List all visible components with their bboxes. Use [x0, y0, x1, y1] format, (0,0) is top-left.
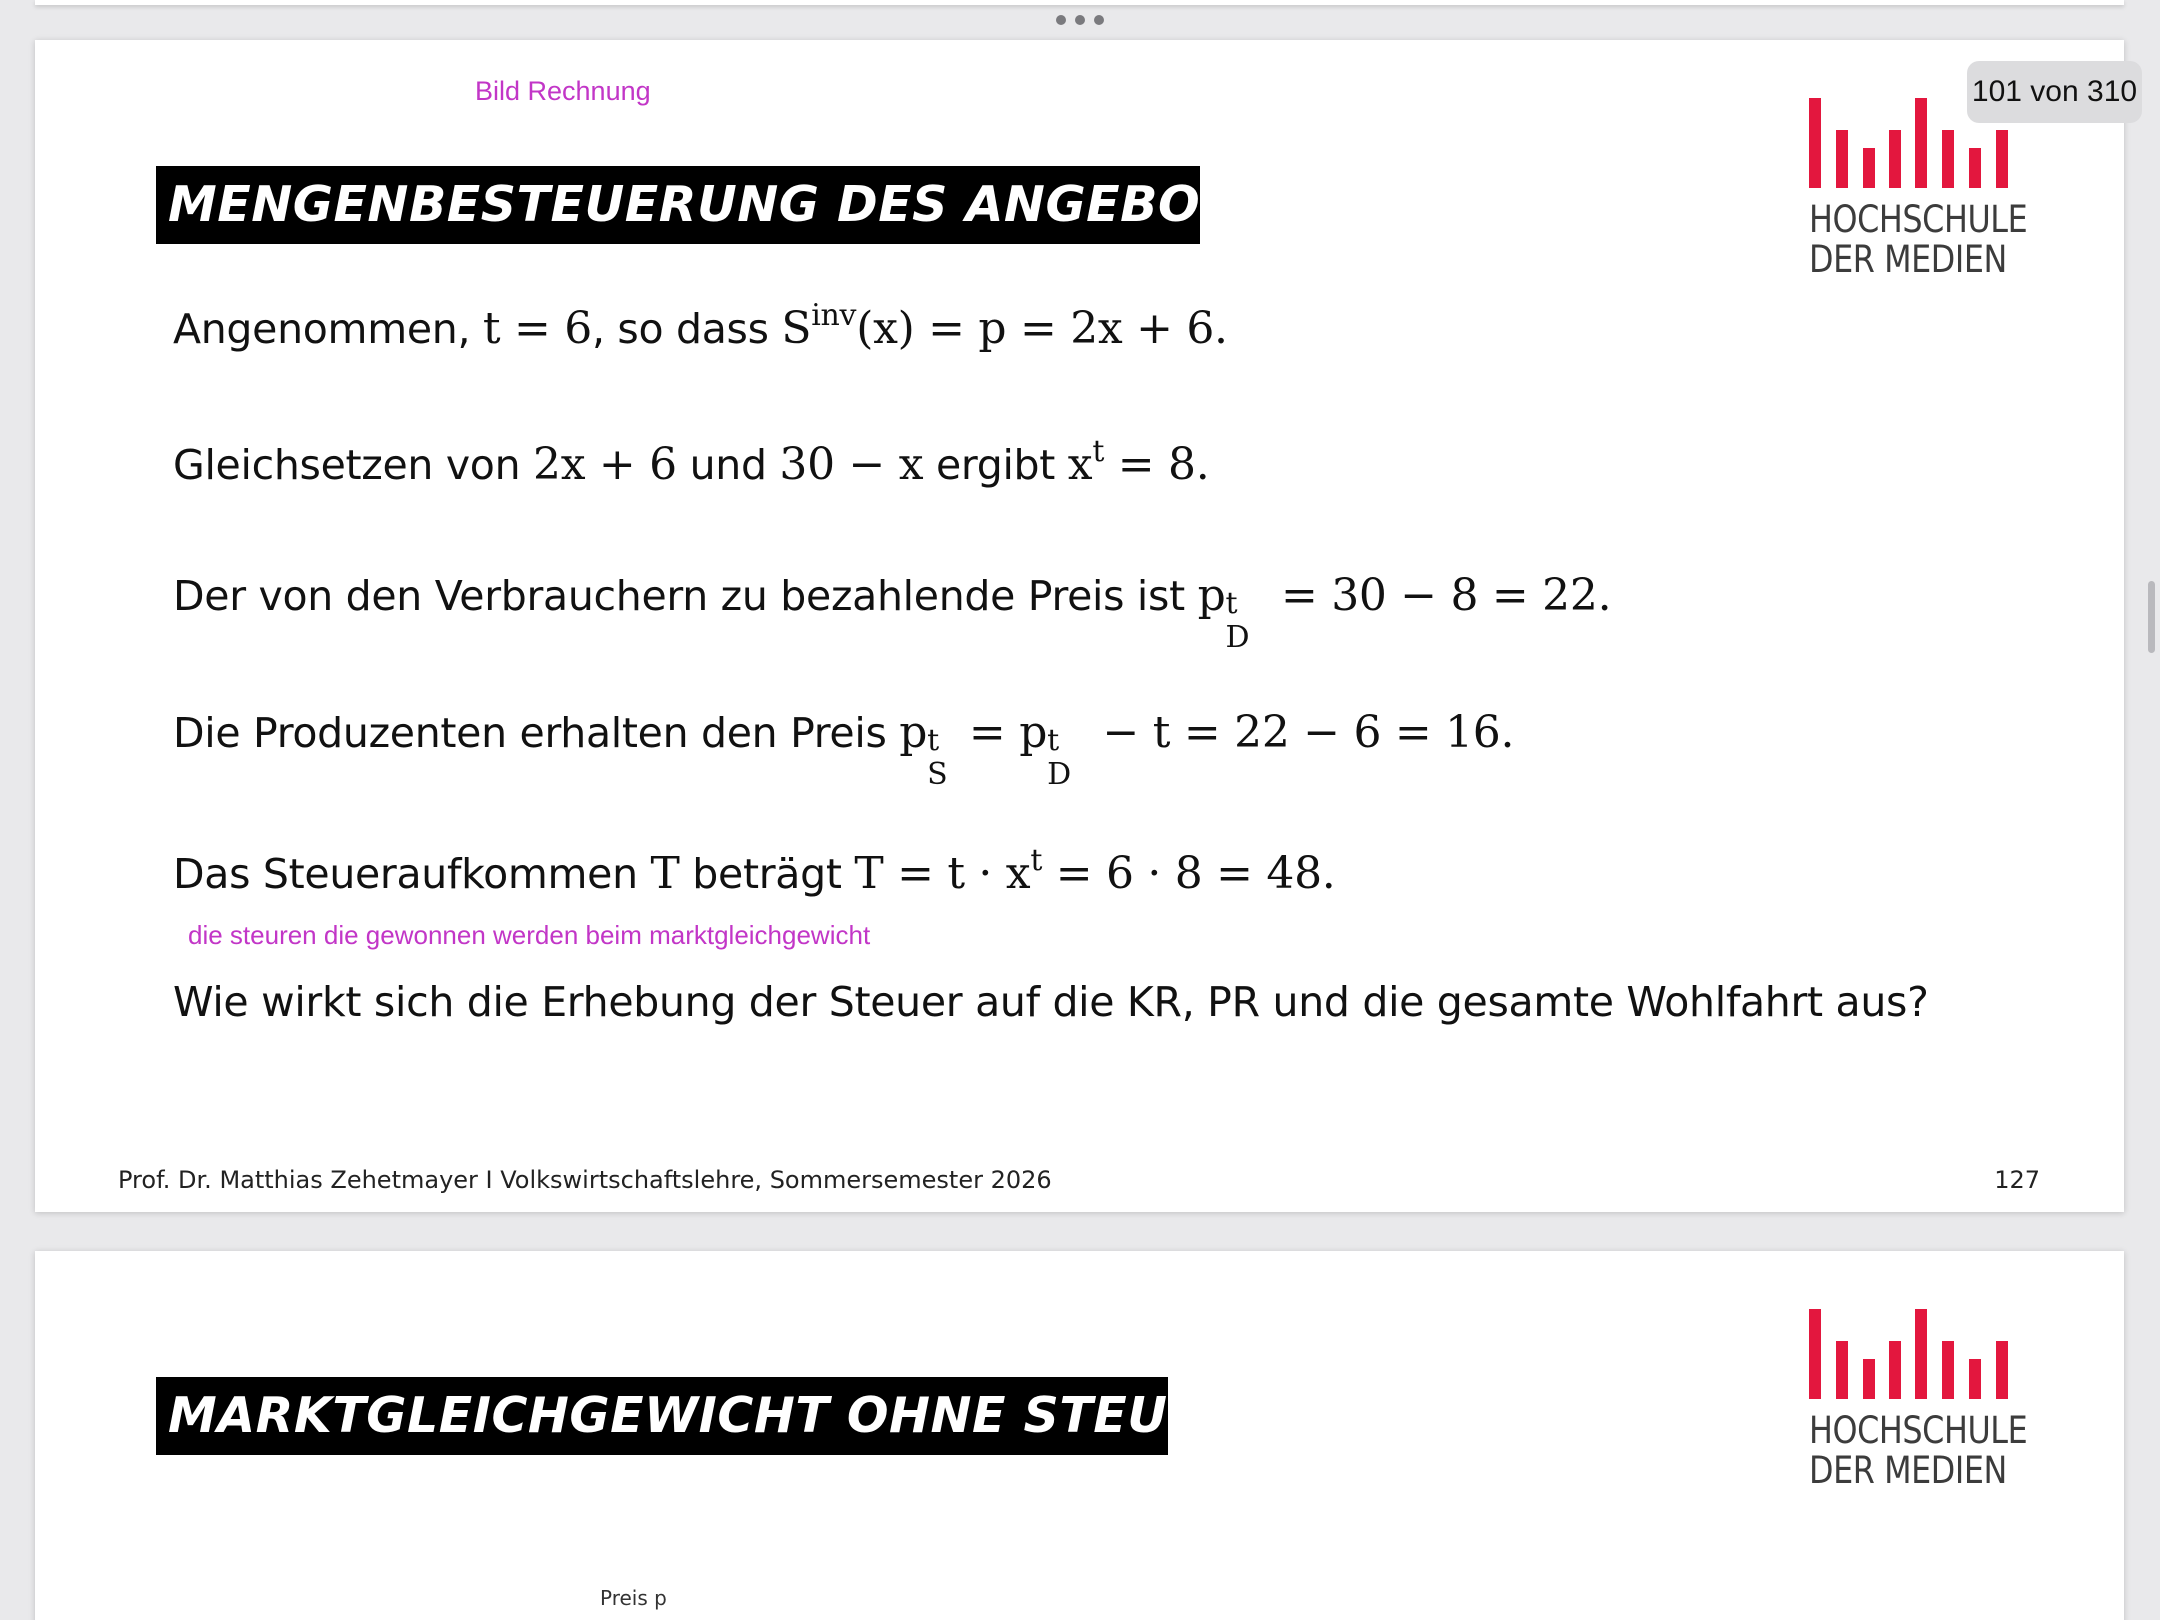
text: Die Produzenten erhalten den Preis: [173, 709, 900, 757]
text: beträgt: [679, 850, 855, 898]
math: $x^t = 8$.: [1067, 434, 1210, 490]
slide-title: MARKTGLEICHGEWICHT OHNE STEUER: [156, 1377, 1168, 1455]
chart-axis-label: Preis p: [600, 1586, 667, 1610]
text: Der von den Verbrauchern zu bezahlende Preis ist: [173, 572, 1198, 620]
logo-line-2: DER MEDIEN: [1809, 238, 2007, 281]
equation-line-3: [173, 570, 1612, 655]
equation-line-1: [173, 298, 1228, 354]
logo-line-1: HOCHSCHULE: [1809, 1409, 2028, 1452]
vertical-scrollbar[interactable]: [2148, 581, 2155, 653]
text: Gleichsetzen von: [173, 441, 533, 489]
handwritten-annotation-top: Bild Rechnung: [475, 76, 651, 106]
logo-text: [1809, 198, 2028, 281]
math: 30 − x: [779, 439, 924, 490]
math: p t D = 30 − 8 = 22.: [1197, 570, 1612, 655]
math: p t S = p t D − t = 22 − 6 = 16.: [899, 707, 1515, 792]
slide-page-127: [35, 40, 2124, 1212]
previous-page-edge: [35, 0, 2124, 5]
equation-line-5: [173, 843, 1335, 899]
text: und: [676, 441, 780, 489]
question-line: Wie wirkt sich die Erhebung der Steuer auf die KR, PR und die gesamte Wohlfahrt aus?: [173, 978, 1929, 1026]
more-options-handle-icon[interactable]: [1056, 14, 1104, 26]
math: $T = t \cdot x^t = 6 \cdot 8 = 48$.: [854, 843, 1336, 899]
handwritten-annotation-middle: die steuren die gewonnen werden beim marktgleichgewicht: [188, 920, 871, 950]
slide-page-128: [35, 1251, 2124, 1620]
logo-line-2: DER MEDIEN: [1809, 1449, 2007, 1492]
logo-line-1: HOCHSCHULE: [1809, 198, 2028, 241]
slide-footer: Prof. Dr. Matthias Zehetmayer I Volkswirtschaftslehre, Sommersemester 2026: [118, 1166, 1052, 1194]
math: T: [650, 848, 680, 899]
dot: [1094, 15, 1104, 25]
equation-line-2: [173, 434, 1209, 490]
math: $S^{inv}(x) = p = 2x + 6$.: [781, 298, 1228, 354]
text: Das Steueraufkommen: [173, 850, 651, 898]
logo-text: [1809, 1409, 2028, 1492]
text: ergibt: [923, 441, 1068, 489]
math: 2x + 6: [533, 439, 677, 490]
slide-number: 127: [1994, 1166, 2040, 1194]
text: Angenommen,: [173, 305, 483, 353]
dot: [1056, 15, 1066, 25]
text: , so dass: [591, 305, 782, 353]
math: t = 6: [482, 303, 592, 354]
logo-bars-icon: [1809, 1309, 2013, 1399]
equation-line-4: [173, 707, 1515, 792]
page-indicator-badge[interactable]: 101 von 310: [1967, 61, 2142, 123]
slide-title: MENGENBESTEUERUNG DES ANGEBOTS II: [156, 166, 1200, 244]
hdm-logo: [1809, 98, 2028, 298]
dot: [1075, 15, 1085, 25]
hdm-logo: [1809, 1309, 2028, 1509]
